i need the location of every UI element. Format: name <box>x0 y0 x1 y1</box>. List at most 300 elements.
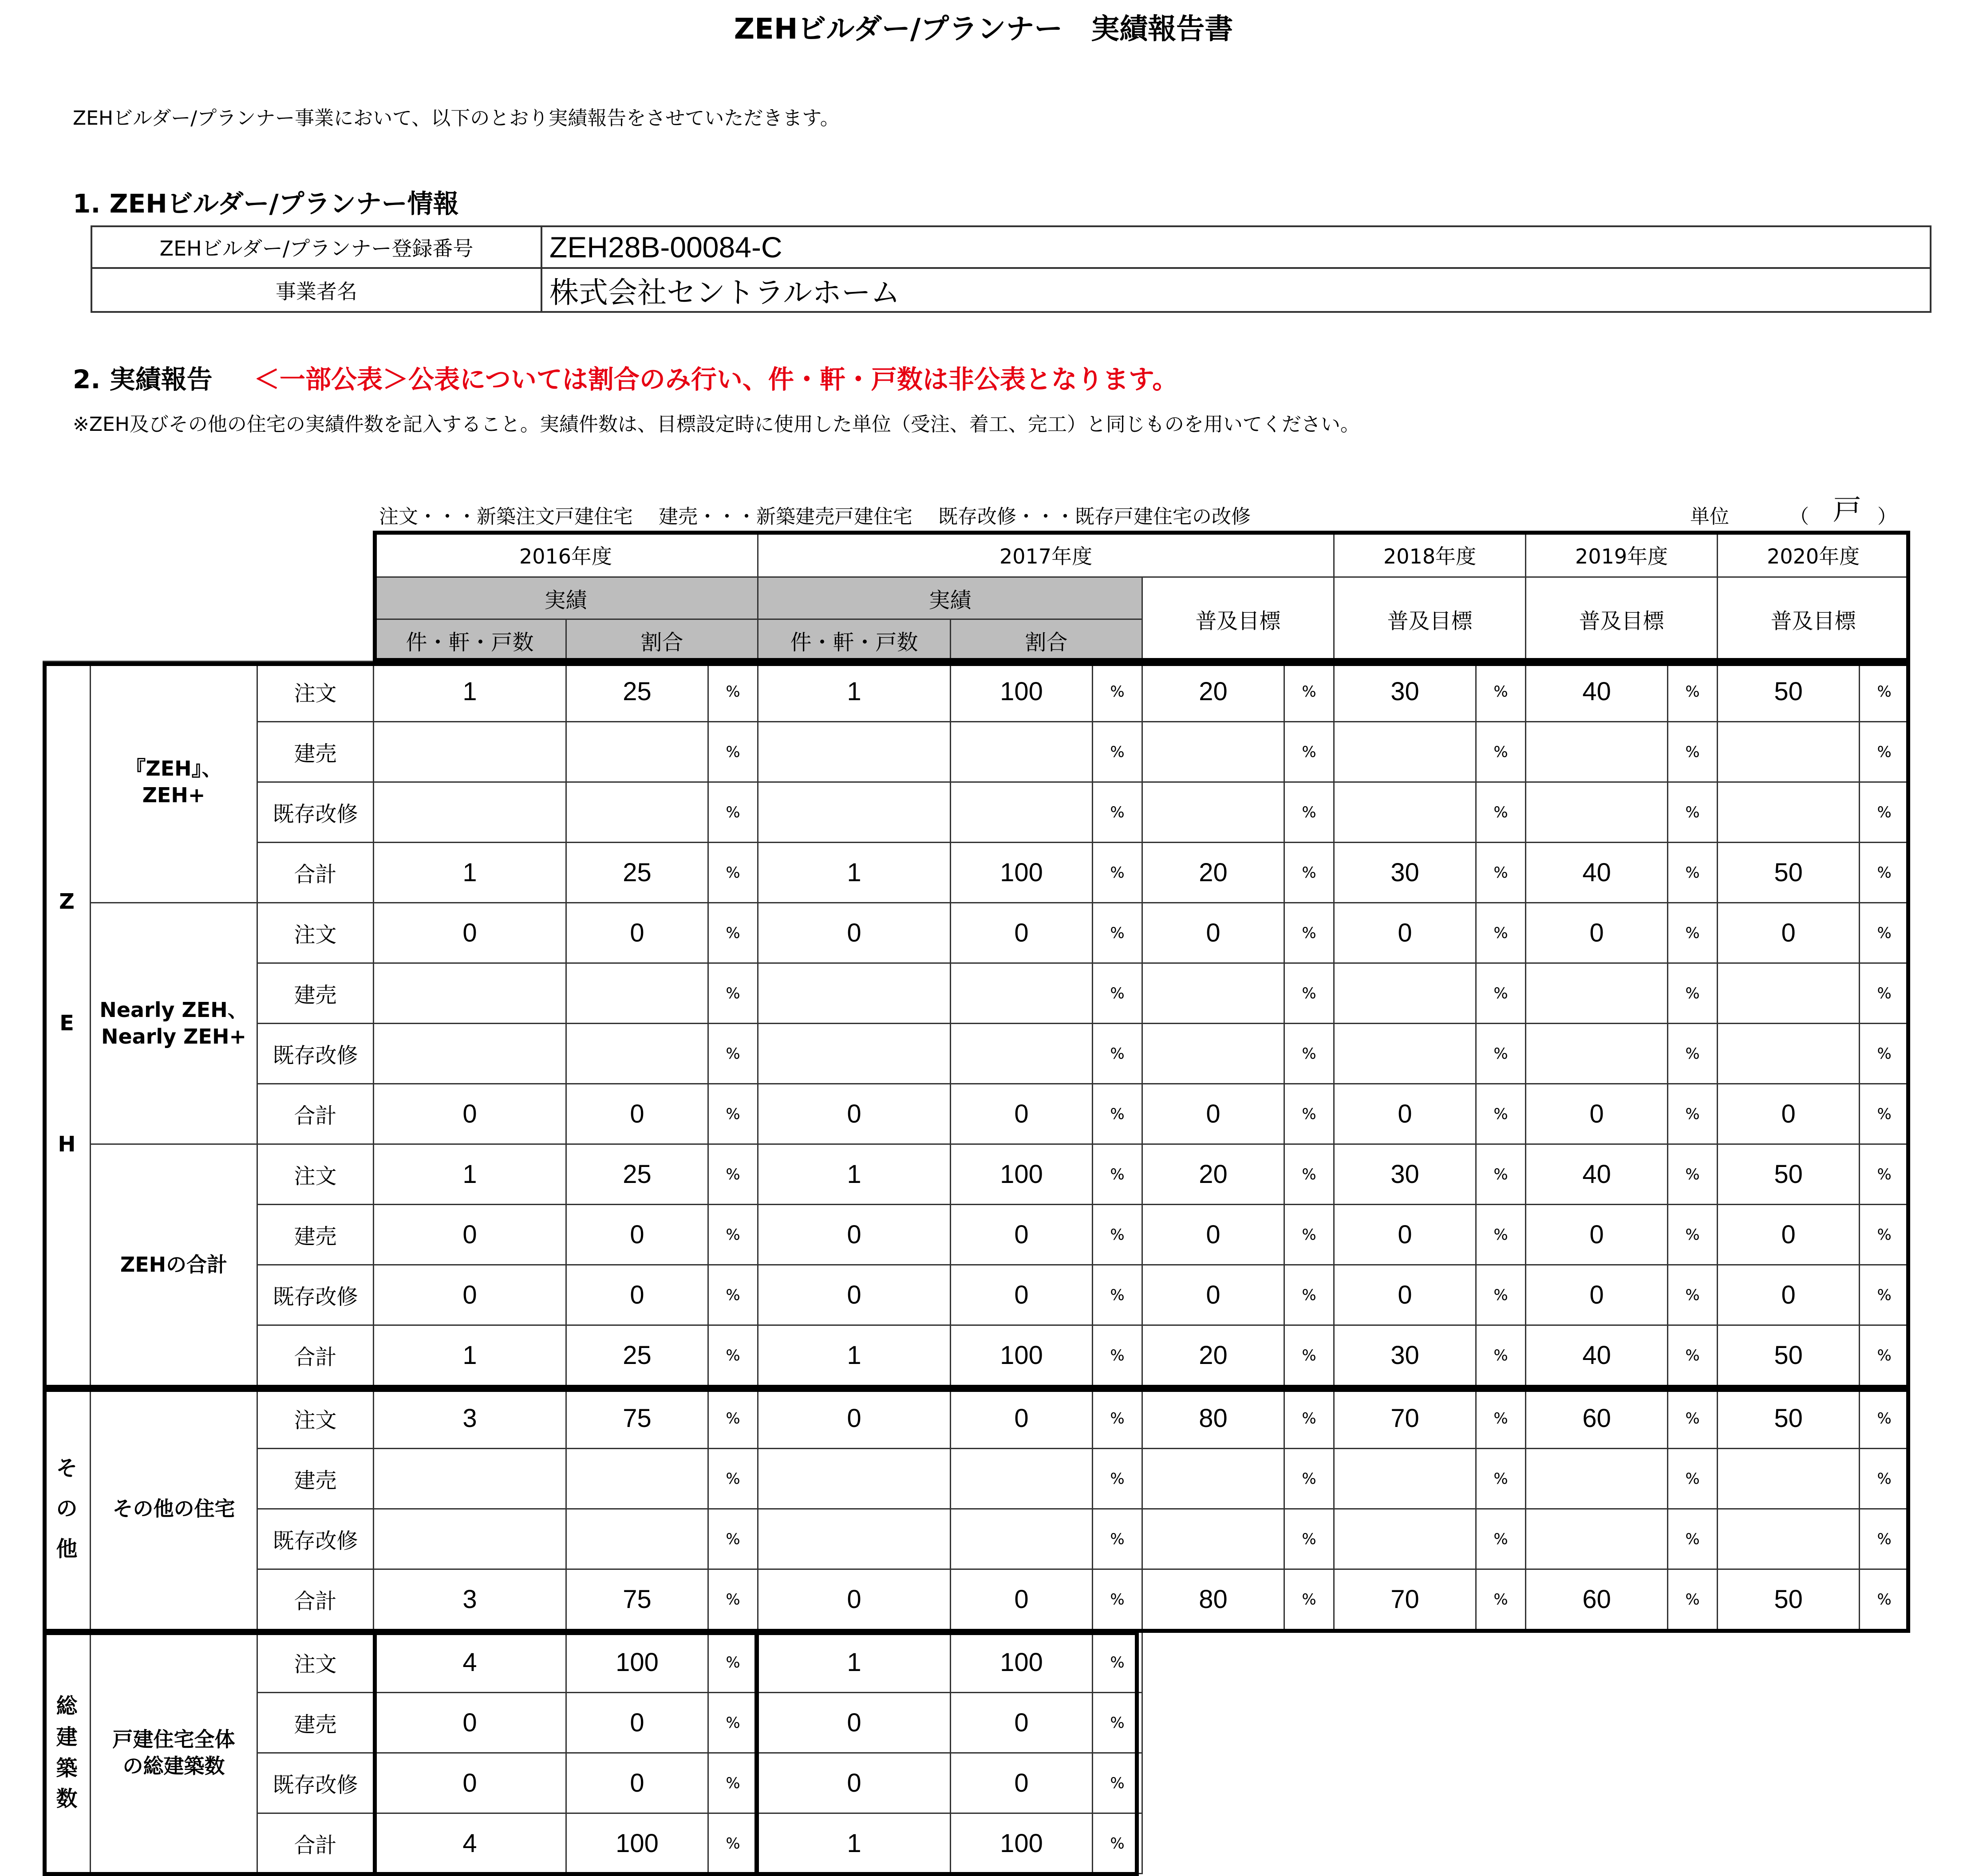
row-type-label: 既存改修 <box>257 1509 374 1569</box>
row-type-label: 既存改修 <box>257 1265 374 1325</box>
ratio-2016-cell: 100 <box>566 1813 708 1874</box>
table-row <box>43 843 1909 903</box>
percent-sign: % <box>1860 1449 1909 1509</box>
count-2016-header: 件・軒・戸数 <box>374 619 566 662</box>
ratio-2016-cell: 0 <box>566 1205 708 1265</box>
ratio-2017-cell <box>951 963 1093 1024</box>
percent-sign: % <box>1668 782 1718 843</box>
target-20-cell: 0 <box>1718 903 1860 963</box>
target-20-cell: 50 <box>1718 1144 1860 1205</box>
row-type-label: 合計 <box>257 1813 374 1874</box>
target-20-cell: 0 <box>1718 1265 1860 1325</box>
row-type-label: 注文 <box>257 662 374 722</box>
table-row <box>43 1144 1909 1205</box>
table-row <box>43 1205 1909 1265</box>
count-2017-cell: 1 <box>758 1144 951 1205</box>
unit-open-paren: （ <box>1789 505 1809 528</box>
percent-sign: % <box>1093 1205 1142 1265</box>
target-19-cell: 40 <box>1526 1144 1668 1205</box>
row-type-label: 合計 <box>257 1084 374 1144</box>
group-label: ZEHの合計 <box>91 1144 257 1387</box>
target-2020-header: 普及目標 <box>1718 577 1909 662</box>
percent-sign: % <box>708 1325 758 1387</box>
target-17-cell <box>1142 1024 1284 1084</box>
count-2017-cell: 1 <box>758 1325 951 1387</box>
count-2016-cell <box>374 1024 566 1084</box>
percent-sign: % <box>1093 1084 1142 1144</box>
percent-sign: % <box>708 782 758 843</box>
count-2017-cell: 1 <box>758 843 951 903</box>
target-20-cell: 50 <box>1718 1387 1860 1449</box>
group-label: その他の住宅 <box>91 1387 257 1631</box>
ratio-2017-cell: 0 <box>951 1569 1093 1631</box>
ratio-2017-cell: 0 <box>951 1753 1093 1813</box>
count-2017-cell: 1 <box>758 1631 951 1693</box>
table-row <box>43 662 1909 722</box>
target-20-cell: 50 <box>1718 1325 1860 1387</box>
target-19-cell: 0 <box>1526 1265 1668 1325</box>
percent-sign: % <box>1476 1084 1526 1144</box>
percent-sign: % <box>1093 722 1142 782</box>
percent-sign: % <box>1476 1387 1526 1449</box>
target-19-cell <box>1526 1024 1668 1084</box>
target-17-cell <box>1142 1509 1284 1569</box>
company-row <box>91 268 1931 312</box>
target-19-cell <box>1526 1449 1668 1509</box>
percent-sign: % <box>708 1569 758 1631</box>
company-name-value: 株式会社セントラルホーム <box>541 268 1931 312</box>
table-row <box>43 1449 1909 1509</box>
ratio-2016-cell: 75 <box>566 1387 708 1449</box>
instruction-note: ※ZEH及びその他の住宅の実績件数を記入すること。実績件数は、目標設定時に使用した単位（受注、着工、完工）と同じものを用いてください。 <box>73 413 1360 436</box>
count-2016-cell: 0 <box>374 1265 566 1325</box>
percent-sign: % <box>1093 1265 1142 1325</box>
results-table <box>43 532 1910 1874</box>
target-18-cell: 30 <box>1334 1144 1476 1205</box>
kind-header-row <box>43 577 1909 619</box>
ratio-2017-cell: 0 <box>951 1265 1093 1325</box>
disclosure-notice: ＜一部公表＞公表については割合のみ行い、件・軒・戸数は非公表となります。 <box>254 364 1178 394</box>
percent-sign: % <box>1093 1753 1142 1813</box>
year-2020-header: 2020年度 <box>1718 533 1909 577</box>
percent-sign: % <box>708 963 758 1024</box>
target-17-cell: 0 <box>1142 903 1284 963</box>
target-18-cell: 30 <box>1334 843 1476 903</box>
percent-sign: % <box>708 1084 758 1144</box>
count-2017-header: 件・軒・戸数 <box>758 619 951 662</box>
row-type-label: 注文 <box>257 1387 374 1449</box>
percent-sign: % <box>1476 843 1526 903</box>
ratio-2016-cell <box>566 1024 708 1084</box>
count-2017-cell: 0 <box>758 1387 951 1449</box>
ratio-2016-cell <box>566 963 708 1024</box>
percent-sign: % <box>1093 1509 1142 1569</box>
target-17-cell: 0 <box>1142 1084 1284 1144</box>
percent-sign: % <box>1284 782 1334 843</box>
percent-sign: % <box>1860 1325 1909 1387</box>
target-19-cell <box>1526 782 1668 843</box>
percent-sign: % <box>1476 1144 1526 1205</box>
percent-sign: % <box>1284 1509 1334 1569</box>
ratio-2016-cell: 25 <box>566 662 708 722</box>
target-18-cell <box>1334 722 1476 782</box>
ratio-2016-cell: 75 <box>566 1569 708 1631</box>
percent-sign: % <box>1668 1325 1718 1387</box>
target-17-cell <box>1142 782 1284 843</box>
target-2019-header: 普及目標 <box>1526 577 1718 662</box>
target-20-cell: 0 <box>1718 1205 1860 1265</box>
ratio-2017-cell <box>951 1024 1093 1084</box>
table-row <box>43 1509 1909 1569</box>
percent-sign: % <box>1476 1325 1526 1387</box>
target-17-cell: 20 <box>1142 843 1284 903</box>
percent-sign: % <box>1860 782 1909 843</box>
table-row <box>43 1569 1909 1631</box>
count-2017-cell <box>758 1449 951 1509</box>
target-17-cell: 0 <box>1142 1205 1284 1265</box>
count-2016-cell <box>374 1449 566 1509</box>
ratio-2016-cell <box>566 1449 708 1509</box>
ratio-2017-cell: 100 <box>951 1813 1093 1874</box>
target-18-cell: 70 <box>1334 1387 1476 1449</box>
percent-sign: % <box>1476 963 1526 1024</box>
percent-sign: % <box>708 662 758 722</box>
row-type-label: 建売 <box>257 1449 374 1509</box>
ratio-2017-cell: 100 <box>951 662 1093 722</box>
count-2017-cell: 1 <box>758 662 951 722</box>
ratio-2016-cell: 0 <box>566 1693 708 1753</box>
percent-sign: % <box>1284 1084 1334 1144</box>
target-18-cell: 70 <box>1334 1569 1476 1631</box>
percent-sign: % <box>1093 1449 1142 1509</box>
group-label: Nearly ZEH、 Nearly ZEH+ <box>91 903 257 1144</box>
ratio-2017-cell: 100 <box>951 1325 1093 1387</box>
row-type-label: 建売 <box>257 1693 374 1753</box>
ratio-2017-cell: 0 <box>951 1387 1093 1449</box>
row-type-label: 合計 <box>257 843 374 903</box>
percent-sign: % <box>1093 1325 1142 1387</box>
percent-sign: % <box>1093 1387 1142 1449</box>
target-19-cell <box>1526 722 1668 782</box>
percent-sign: % <box>1860 1205 1909 1265</box>
percent-sign: % <box>1860 1569 1909 1631</box>
ratio-2017-cell: 100 <box>951 843 1093 903</box>
table-row <box>43 903 1909 963</box>
target-17-cell: 20 <box>1142 662 1284 722</box>
percent-sign: % <box>1284 843 1334 903</box>
percent-sign: % <box>1860 1144 1909 1205</box>
target-18-cell: 0 <box>1334 1205 1476 1265</box>
target-2018-header: 普及目標 <box>1334 577 1526 662</box>
actual-2017-header: 実績 <box>758 577 1142 619</box>
percent-sign: % <box>1093 1569 1142 1631</box>
section1-heading: 1. ZEHビルダー/プランナー情報 <box>73 189 459 219</box>
table-row <box>43 963 1909 1024</box>
registration-row <box>91 226 1931 268</box>
target-20-cell <box>1718 782 1860 843</box>
ratio-2016-cell: 100 <box>566 1631 708 1693</box>
target-17-cell <box>1142 722 1284 782</box>
percent-sign: % <box>1476 722 1526 782</box>
count-2017-cell: 0 <box>758 1265 951 1325</box>
header-spacer <box>43 533 374 577</box>
unit-close-paren: ） <box>1877 505 1897 528</box>
unit-label: 単位 <box>1690 505 1729 528</box>
target-19-cell: 40 <box>1526 662 1668 722</box>
count-2016-cell: 3 <box>374 1569 566 1631</box>
target-18-cell: 0 <box>1334 903 1476 963</box>
percent-sign: % <box>1860 1084 1909 1144</box>
target-18-cell <box>1334 1509 1476 1569</box>
percent-sign: % <box>708 1693 758 1753</box>
percent-sign: % <box>1860 662 1909 722</box>
target-19-cell: 0 <box>1526 1205 1668 1265</box>
ratio-2016-cell <box>566 722 708 782</box>
percent-sign: % <box>1668 1265 1718 1325</box>
count-2016-cell: 1 <box>374 1144 566 1205</box>
percent-sign: % <box>708 1631 758 1693</box>
target-19-cell: 0 <box>1526 1084 1668 1144</box>
percent-sign: % <box>1860 722 1909 782</box>
percent-sign: % <box>708 1509 758 1569</box>
percent-sign: % <box>708 1144 758 1205</box>
year-header-row <box>43 533 1909 577</box>
percent-sign: % <box>1284 662 1334 722</box>
target-19-cell: 60 <box>1526 1569 1668 1631</box>
count-2017-cell: 0 <box>758 1084 951 1144</box>
percent-sign: % <box>1284 1265 1334 1325</box>
ratio-2017-cell <box>951 1449 1093 1509</box>
target-20-cell: 50 <box>1718 1569 1860 1631</box>
other-category-label: そ の 他 <box>43 1387 91 1631</box>
row-type-label: 注文 <box>257 1144 374 1205</box>
count-2016-cell <box>374 1509 566 1569</box>
percent-sign: % <box>1284 1205 1334 1265</box>
percent-sign: % <box>708 1449 758 1509</box>
count-2017-cell: 0 <box>758 1693 951 1753</box>
target-18-cell <box>1334 1449 1476 1509</box>
row-type-label: 建売 <box>257 963 374 1024</box>
count-2017-cell: 0 <box>758 903 951 963</box>
ratio-2017-cell: 0 <box>951 1205 1093 1265</box>
percent-sign: % <box>1668 1144 1718 1205</box>
count-2016-cell: 3 <box>374 1387 566 1449</box>
ratio-2017-cell: 0 <box>951 1693 1093 1753</box>
percent-sign: % <box>1860 963 1909 1024</box>
ratio-2017-cell: 0 <box>951 1084 1093 1144</box>
total-category-label: 総 建 築 数 <box>43 1631 91 1874</box>
percent-sign: % <box>1668 843 1718 903</box>
percent-sign: % <box>708 722 758 782</box>
group-label: 戸建住宅全体 の総建築数 <box>91 1631 257 1874</box>
table-row <box>43 1387 1909 1449</box>
percent-sign: % <box>1860 903 1909 963</box>
builder-info-table <box>91 225 1931 313</box>
percent-sign: % <box>1476 1205 1526 1265</box>
table-row <box>43 1084 1909 1144</box>
count-2017-cell <box>758 722 951 782</box>
count-2016-cell: 0 <box>374 1693 566 1753</box>
target-2017-header: 普及目標 <box>1142 577 1334 662</box>
percent-sign: % <box>1284 1024 1334 1084</box>
percent-sign: % <box>1476 903 1526 963</box>
ratio-2016-cell: 25 <box>566 843 708 903</box>
year-2016-header: 2016年度 <box>374 533 758 577</box>
percent-sign: % <box>1476 1509 1526 1569</box>
percent-sign: % <box>1284 1569 1334 1631</box>
category-legend: 注文・・・新築注文戸建住宅 建売・・・新築建売戸建住宅 既存改修・・・既存戸建住宅の改修 <box>379 505 1251 528</box>
actual-2016-header: 実績 <box>374 577 758 619</box>
target-18-cell <box>1334 782 1476 843</box>
percent-sign: % <box>708 1753 758 1813</box>
ratio-2017-cell <box>951 722 1093 782</box>
table-row <box>43 782 1909 843</box>
section2-heading: 2. 実績報告 <box>73 364 213 394</box>
ratio-2016-header: 割合 <box>566 619 758 662</box>
row-type-label: 合計 <box>257 1569 374 1631</box>
percent-sign: % <box>708 1024 758 1084</box>
percent-sign: % <box>1284 963 1334 1024</box>
row-type-label: 既存改修 <box>257 1753 374 1813</box>
percent-sign: % <box>1093 1024 1142 1084</box>
row-type-label: 合計 <box>257 1325 374 1387</box>
target-19-cell: 60 <box>1526 1387 1668 1449</box>
percent-sign: % <box>708 843 758 903</box>
count-2017-cell: 0 <box>758 1753 951 1813</box>
percent-sign: % <box>1476 1449 1526 1509</box>
percent-sign: % <box>1093 903 1142 963</box>
target-20-cell: 50 <box>1718 843 1860 903</box>
table-row <box>43 1631 1909 1693</box>
target-19-cell <box>1526 963 1668 1024</box>
percent-sign: % <box>1860 1387 1909 1449</box>
target-18-cell: 0 <box>1334 1084 1476 1144</box>
count-2016-cell: 1 <box>374 843 566 903</box>
percent-sign: % <box>1860 843 1909 903</box>
count-2016-cell: 4 <box>374 1813 566 1874</box>
group-label: 『ZEH』、 ZEH+ <box>91 662 257 903</box>
percent-sign: % <box>1668 1024 1718 1084</box>
percent-sign: % <box>1668 1449 1718 1509</box>
target-17-cell: 0 <box>1142 1265 1284 1325</box>
row-type-label: 既存改修 <box>257 1024 374 1084</box>
count-2016-cell: 1 <box>374 662 566 722</box>
ratio-2017-header: 割合 <box>951 619 1142 662</box>
percent-sign: % <box>1093 662 1142 722</box>
percent-sign: % <box>1093 1631 1142 1693</box>
ratio-2017-cell: 100 <box>951 1631 1093 1693</box>
document-title: ZEHビルダー/プランナー 実績報告書 <box>734 13 1233 46</box>
ratio-2016-cell: 0 <box>566 1265 708 1325</box>
count-2017-cell: 0 <box>758 1205 951 1265</box>
percent-sign: % <box>1476 1265 1526 1325</box>
ratio-2017-cell: 100 <box>951 1144 1093 1205</box>
percent-sign: % <box>1668 1509 1718 1569</box>
percent-sign: % <box>708 1387 758 1449</box>
percent-sign: % <box>1093 1693 1142 1753</box>
zeh-category-label: Z E H <box>43 662 91 1387</box>
year-2018-header: 2018年度 <box>1334 533 1526 577</box>
ratio-2016-cell: 25 <box>566 1325 708 1387</box>
target-17-cell: 80 <box>1142 1387 1284 1449</box>
target-20-cell: 50 <box>1718 662 1860 722</box>
count-2017-cell <box>758 963 951 1024</box>
target-18-cell: 30 <box>1334 662 1476 722</box>
percent-sign: % <box>1093 1144 1142 1205</box>
percent-sign: % <box>1284 1325 1334 1387</box>
percent-sign: % <box>1860 1024 1909 1084</box>
count-2016-cell <box>374 782 566 843</box>
row-type-label: 注文 <box>257 1631 374 1693</box>
percent-sign: % <box>1668 963 1718 1024</box>
percent-sign: % <box>708 1813 758 1874</box>
target-18-cell: 30 <box>1334 1325 1476 1387</box>
count-2016-cell <box>374 963 566 1024</box>
percent-sign: % <box>1668 662 1718 722</box>
target-17-cell: 80 <box>1142 1569 1284 1631</box>
percent-sign: % <box>1093 963 1142 1024</box>
count-2017-cell <box>758 1509 951 1569</box>
count-2016-cell: 1 <box>374 1325 566 1387</box>
percent-sign: % <box>1860 1265 1909 1325</box>
percent-sign: % <box>708 903 758 963</box>
percent-sign: % <box>1093 843 1142 903</box>
percent-sign: % <box>1284 1387 1334 1449</box>
count-2016-cell: 0 <box>374 1753 566 1813</box>
target-20-cell <box>1718 1449 1860 1509</box>
target-17-cell: 20 <box>1142 1325 1284 1387</box>
percent-sign: % <box>1093 782 1142 843</box>
count-2016-cell: 4 <box>374 1631 566 1693</box>
percent-sign: % <box>1284 1449 1334 1509</box>
percent-sign: % <box>1860 1509 1909 1569</box>
count-2017-cell: 1 <box>758 1813 951 1874</box>
percent-sign: % <box>1668 1569 1718 1631</box>
count-2016-cell: 0 <box>374 1205 566 1265</box>
ratio-2017-cell: 0 <box>951 903 1093 963</box>
percent-sign: % <box>708 1205 758 1265</box>
target-17-cell <box>1142 963 1284 1024</box>
count-2016-cell <box>374 722 566 782</box>
company-name-label: 事業者名 <box>91 268 541 312</box>
target-20-cell: 0 <box>1718 1084 1860 1144</box>
empty-area <box>1142 1631 1909 1874</box>
ratio-2017-cell <box>951 1509 1093 1569</box>
ratio-2016-cell: 0 <box>566 1084 708 1144</box>
table-row <box>43 1325 1909 1387</box>
year-2017-header: 2017年度 <box>758 533 1334 577</box>
percent-sign: % <box>1476 782 1526 843</box>
target-20-cell <box>1718 722 1860 782</box>
target-19-cell <box>1526 1509 1668 1569</box>
unit-value: 戸 <box>1833 494 1861 527</box>
ratio-2017-cell <box>951 782 1093 843</box>
target-18-cell: 0 <box>1334 1265 1476 1325</box>
table-row <box>43 1265 1909 1325</box>
percent-sign: % <box>1284 1144 1334 1205</box>
table-row <box>43 722 1909 782</box>
target-19-cell: 0 <box>1526 903 1668 963</box>
percent-sign: % <box>1476 662 1526 722</box>
percent-sign: % <box>1284 722 1334 782</box>
count-2016-cell: 0 <box>374 903 566 963</box>
target-18-cell <box>1334 963 1476 1024</box>
ratio-2016-cell <box>566 1509 708 1569</box>
target-19-cell: 40 <box>1526 843 1668 903</box>
percent-sign: % <box>1668 903 1718 963</box>
percent-sign: % <box>708 1265 758 1325</box>
registration-number-label: ZEHビルダー/プランナー登録番号 <box>91 226 541 268</box>
